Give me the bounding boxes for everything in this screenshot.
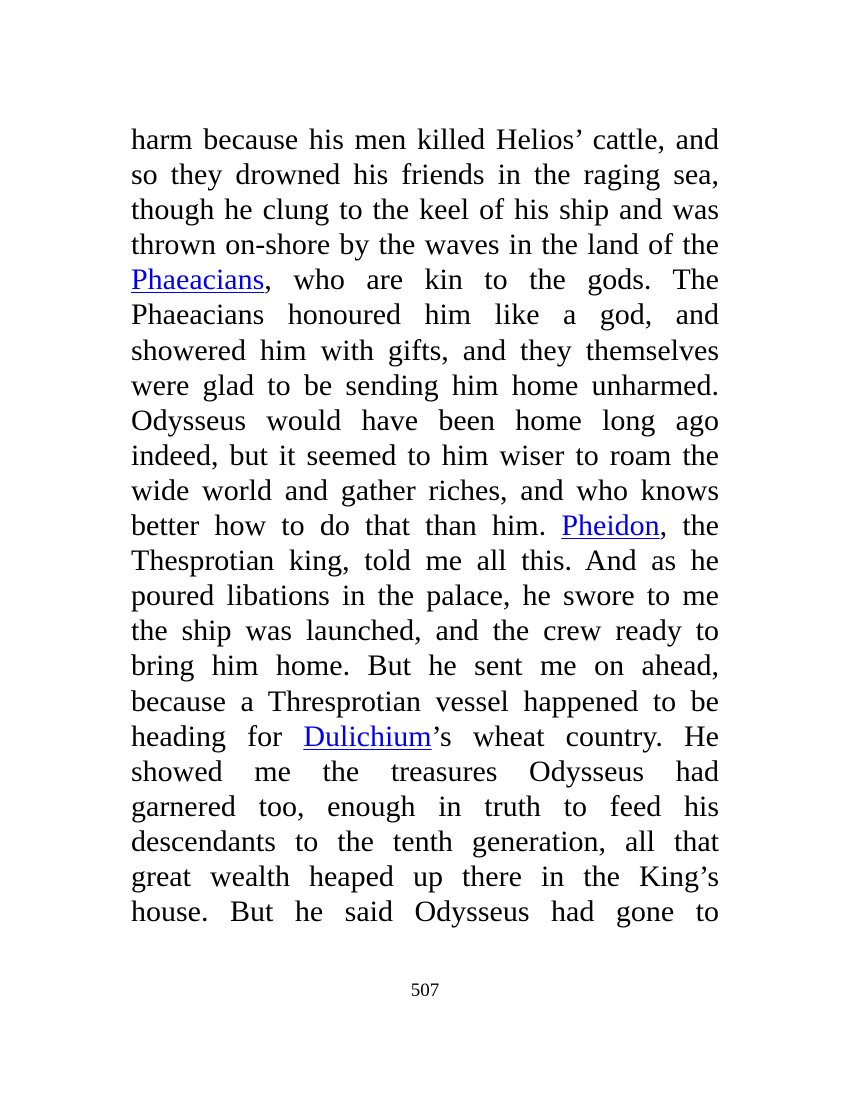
link-dulichium[interactable]: Dulichium	[303, 719, 432, 753]
text-line: Thesprotian king, told me all this. And as he	[131, 544, 719, 578]
link-pheidon[interactable]: Pheidon	[561, 509, 660, 543]
text-line: indeed, but it seemed to him wiser to roam the	[131, 438, 719, 472]
text-line: house. But he said Odysseus had gone to	[131, 895, 719, 929]
text-line: so they drowned his friends in the raging sea,	[131, 158, 719, 192]
line-text: heading for	[131, 719, 304, 753]
text-line: Phaeacians honoured him like a god, and	[131, 298, 719, 332]
text-line: great wealth heaped up there in the King’s	[131, 859, 719, 893]
text-line: though he clung to the keel of his ship and was	[131, 193, 719, 227]
text-line	[131, 719, 719, 754]
text-line: garnered too, enough in truth to feed his	[131, 789, 719, 823]
text-line	[131, 262, 719, 297]
text-line: harm because his men killed Helios’ cattle, and	[131, 123, 719, 156]
text-line: poured libations in the palace, he swore to me	[131, 579, 719, 613]
text-line: the ship was launched, and the crew ready to	[131, 614, 719, 648]
text-line: Odysseus would have been home long ago	[131, 403, 719, 437]
text-line: showered him with gifts, and they themselves	[131, 333, 719, 367]
text-line	[131, 508, 719, 543]
line-text: ’s wheat country. He	[431, 719, 719, 753]
text-line: wide world and gather riches, and who knows	[131, 473, 719, 507]
line-text: better how to do that than him.	[131, 509, 562, 543]
text-line: thrown on-shore by the waves in the land of the	[131, 228, 719, 262]
page-number: 507	[410, 980, 440, 1001]
line-text: , the	[659, 509, 719, 543]
text-line: bring him home. But he sent me on ahead,	[131, 649, 719, 683]
text-line: descendants to the tenth generation, all that	[131, 824, 719, 858]
text-line: because a Thresprotian vessel happened to be	[131, 684, 719, 718]
text-line: were glad to be sending him home unharmed.	[131, 368, 719, 402]
link-phaeacians[interactable]: Phaeacians	[131, 263, 265, 297]
text-line: showed me the treasures Odysseus had	[131, 754, 719, 788]
line-text: , who are kin to the gods. The	[264, 263, 719, 297]
body-text	[131, 122, 719, 929]
